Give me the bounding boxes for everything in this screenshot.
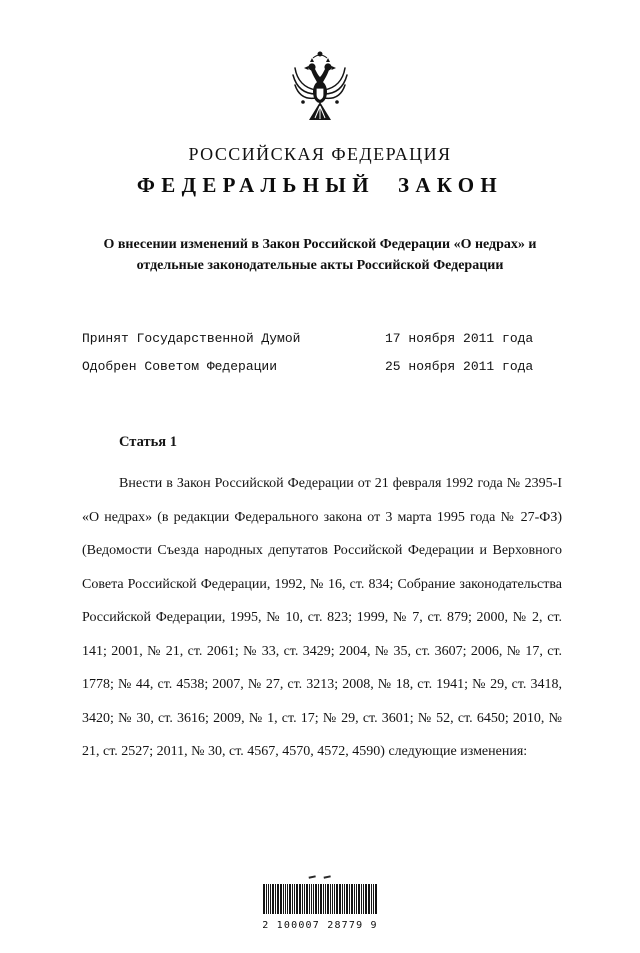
document-subject — [85, 234, 555, 276]
adopted-row — [82, 324, 640, 352]
barcode-top-marks — [0, 876, 640, 883]
adopted-date: 17 ноября 2011 года — [385, 330, 534, 346]
barcode — [0, 876, 640, 931]
document-subject-line2: отдельные законодательные акты Российской Федерации — [136, 258, 504, 273]
article-heading: Статья 1 — [119, 434, 177, 450]
document-type-title: ФЕДЕРАЛЬНЫЙ ЗАКОН — [136, 173, 504, 197]
body-paragraph: Внести в Закон Российской Федерации от 21 февраля 1992 года № 2395-I «О недрах» (в редакции Федерального закона от 3 марта 1995 года № 27-ФЗ) (Ведомости Съезда народных депутатов Российской Федерации и Верховного Совета Российской Федерации, 1992, № 16, ст. 834; Собрание законодательства Российской Федерации, 1995, № 10, ст. 823; 1999, № 7, ст. 879; 2000, № 2, ст. 141; 2001, № 21, ст. 2061; № 33, ст. 3429; 2004, № 35, ст. 3607; 2006, № 17, ст. 1778; № 44, ст. 4538; 2007, № 27, ст. 3213; 2008, № 18, ст. 1941; № 29, ст. 3418, 3420; № 30, ст. 3616; 2009, № 1, ст. 17; № 29, ст. 3601; № 52, ст. 6450; 2010, № 21, ст. 2527; 2011, № 30, ст. 4567, 4570, 4572, 4590) следующие изменения: — [82, 476, 562, 759]
adopted-label: Принят Государственной Думой — [82, 330, 301, 346]
russian-coat-of-arms-icon — [289, 48, 351, 132]
barcode-number: 2 100007 28779 9 — [262, 920, 378, 931]
document-subject-line1: О внесении изменений в Закон Российской Федерации «О недрах» и — [103, 237, 537, 252]
double-headed-eagle-svg — [289, 48, 351, 132]
country-title: РОССИЙСКАЯ ФЕДЕРАЦИЯ — [188, 144, 452, 164]
barcode-bars — [261, 884, 380, 914]
approved-date: 25 ноября 2011 года — [385, 358, 534, 374]
adoption-meta — [82, 324, 640, 380]
law-document-page — [0, 48, 640, 953]
approved-label: Одобрен Советом Федерации — [82, 358, 278, 374]
approved-row — [82, 352, 640, 380]
